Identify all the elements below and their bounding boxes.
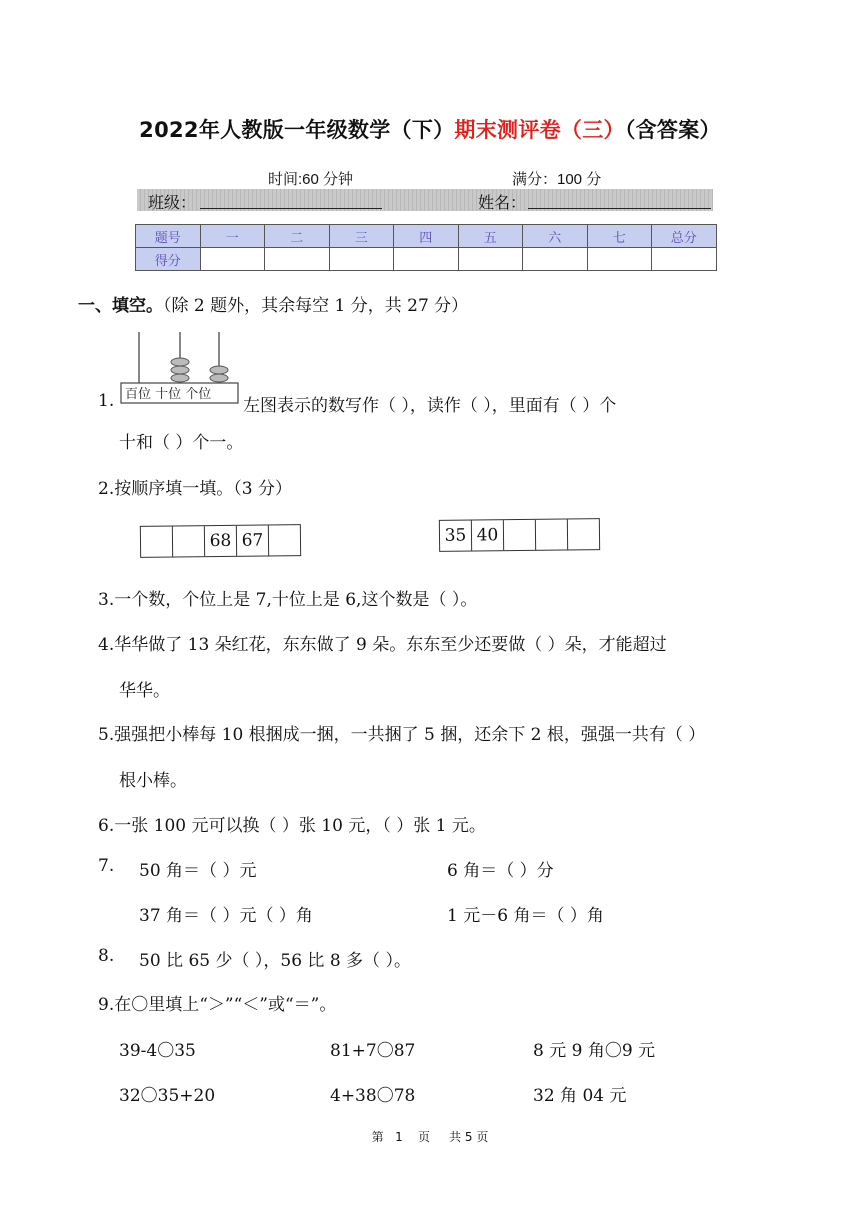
q4-line1: 4.华华做了 13 朵红花，东东做了 9 朵。东东至少还要做（ ）朵，才能超过 [98, 635, 667, 655]
page-footer: 第 1 页 共 5 页 [371, 1130, 489, 1144]
title-highlight: 期末测评卷（三） [454, 118, 625, 142]
q5-line2: 根小棒。 [119, 771, 187, 791]
q8-number: 8. [98, 946, 115, 966]
score-table-header-row [136, 225, 717, 248]
score-header-cell: 总分 [652, 225, 717, 248]
sequence-cell[interactable] [141, 526, 173, 556]
score-header-cell: 题号 [136, 225, 201, 248]
class-name-bar [137, 189, 713, 211]
q2-text: 2.按顺序填一填。（3 分） [98, 479, 292, 499]
name-input-line[interactable] [528, 208, 711, 209]
sequence-cell[interactable] [504, 520, 536, 550]
full-score: 满分：100 分 [512, 171, 602, 188]
q1-number: 1. [98, 391, 115, 411]
abacus-bead [171, 374, 189, 382]
q9-item: 32 角 04 元 [533, 1086, 627, 1106]
page-title [0, 114, 860, 144]
sequence-cell: 68 [205, 526, 237, 556]
score-cell[interactable] [458, 248, 523, 271]
q7-item-b: 6 角＝（ ）分 [447, 861, 554, 881]
score-cell[interactable] [523, 248, 588, 271]
sequence-cell[interactable] [269, 525, 300, 555]
q9-item: 81+7〇87 [330, 1041, 416, 1061]
q1-line2: 十和（ ）个一。 [119, 433, 244, 453]
abacus-place-labels: 百位 十位 个位 [125, 387, 212, 402]
title-suffix: （含答案） [624, 118, 721, 142]
abacus-tens-beads [171, 358, 189, 382]
score-header-cell: 六 [523, 225, 588, 248]
sequence-cell: 67 [237, 525, 269, 555]
score-header-cell: 三 [329, 225, 394, 248]
sequence-box-2 [439, 518, 600, 552]
q4-line2: 华华。 [119, 681, 170, 701]
score-header-cell: 二 [265, 225, 330, 248]
q7-item-c: 37 角＝（ ）元（ ）角 [139, 906, 313, 926]
score-cell[interactable] [329, 248, 394, 271]
score-header-cell: 五 [458, 225, 523, 248]
score-row-label: 得分 [136, 248, 201, 271]
abacus-ones-beads [210, 366, 228, 382]
q9-item: 8 元 9 角〇9 元 [533, 1041, 656, 1061]
q9-item: 32〇35+20 [119, 1086, 216, 1106]
score-header-cell: 一 [200, 225, 265, 248]
score-cell[interactable] [587, 248, 652, 271]
class-input-line[interactable] [200, 208, 382, 209]
q8-text: 50 比 65 少（ ），56 比 8 多（ ）。 [139, 951, 411, 971]
sequence-box-1 [140, 524, 301, 558]
abacus-bead [210, 374, 228, 382]
score-cell[interactable] [265, 248, 330, 271]
q6-text: 6.一张 100 元可以换（ ）张 10 元，（ ）张 1 元。 [98, 816, 486, 836]
q1-line1: 左图表示的数写作（ ），读作（ ），里面有（ ）个 [243, 396, 617, 416]
q7-item-a: 50 角＝（ ）元 [139, 861, 257, 881]
score-table-score-row [136, 248, 717, 271]
q5-line1: 5.强强把小棒每 10 根捆成一捆，一共捆了 5 捆，还余下 2 根，强强一共有（ ） [98, 725, 706, 745]
title-prefix: 2022年人教版一年级数学（下） [139, 118, 455, 142]
abacus-bead [210, 366, 228, 374]
q9-item: 39-4〇35 [119, 1041, 196, 1061]
name-label: 姓名： [478, 193, 527, 212]
sequence-cell[interactable] [536, 519, 568, 549]
section-heading-title: 一、填空。 [78, 296, 163, 316]
score-cell[interactable] [652, 248, 717, 271]
sequence-cell: 35 [440, 520, 472, 550]
q7-number: 7. [98, 856, 115, 876]
q3-text: 3.一个数，个位上是 7,十位上是 6,这个数是（ ）。 [98, 590, 478, 610]
score-cell[interactable] [200, 248, 265, 271]
score-cell[interactable] [394, 248, 459, 271]
score-header-cell: 四 [394, 225, 459, 248]
q7-item-d: 1 元－6 角＝（ ）角 [447, 906, 604, 926]
section-heading [78, 291, 468, 316]
q9-item: 4+38〇78 [330, 1086, 416, 1106]
q9-text: 9.在〇里填上“＞”“＜”或“＝”。 [98, 995, 337, 1015]
time-limit: 时间:60 分钟 [268, 171, 354, 188]
score-table [135, 224, 717, 271]
score-header-cell: 七 [587, 225, 652, 248]
class-label: 班级： [148, 193, 197, 212]
sequence-cell[interactable] [173, 526, 205, 556]
sequence-cell[interactable] [568, 519, 599, 549]
sequence-cell: 40 [472, 520, 504, 550]
abacus-bead [171, 358, 189, 366]
abacus-bead [171, 366, 189, 374]
section-heading-note: （除 2 题外，其余每空 1 分，共 27 分） [163, 296, 469, 316]
abacus-image [119, 329, 241, 409]
